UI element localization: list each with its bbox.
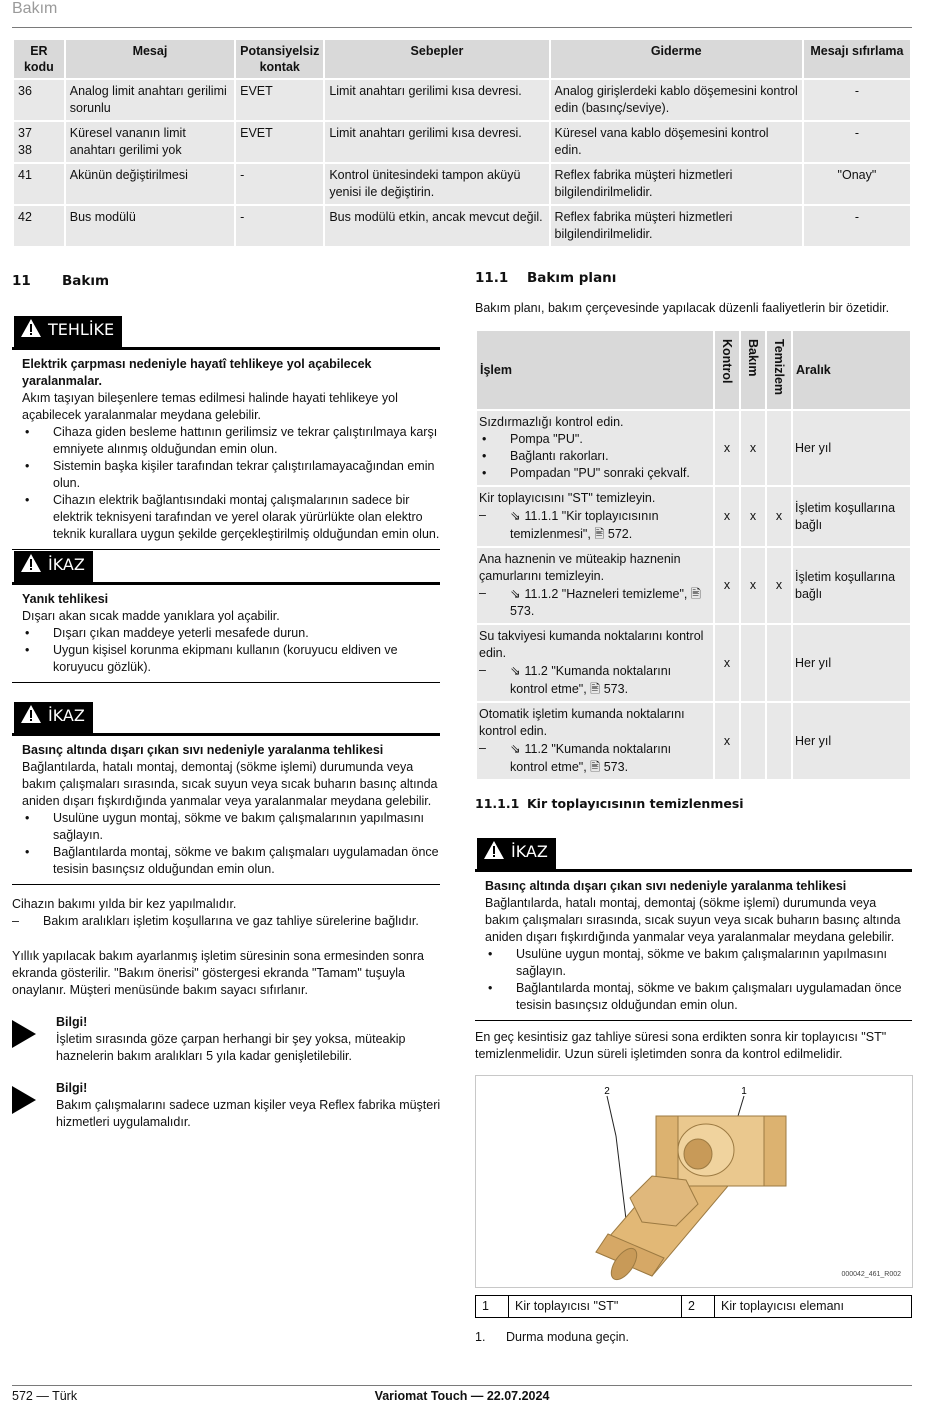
- caution-badge: [14, 551, 93, 582]
- warning-bottom-rule: [12, 682, 440, 683]
- step-number: 1.: [475, 1330, 486, 1344]
- section-11-heading: [12, 273, 109, 289]
- cell-contact: -: [236, 206, 323, 246]
- danger-warning: [12, 316, 440, 550]
- list-item: • Bağlantılarda montaj, sökme ve bakım çalışmaları uygulamadan önce tesisin basınçsız olduğundan emin olun.: [485, 980, 912, 1014]
- section-title: Bakım: [62, 273, 110, 289]
- caution-badge: [477, 838, 556, 869]
- warning-top-rule: [12, 733, 440, 736]
- cell-cause: Bus modülü etkin, ancak mevcut değil.: [325, 206, 548, 246]
- list-item[interactable]: [479, 740, 711, 776]
- cell-remedy: Analog girişlerdeki kablo döşemesini kontrol edin (basınç/seviye).: [551, 80, 802, 120]
- page-icon: 🖹: [590, 759, 601, 774]
- table-row: [14, 80, 910, 120]
- header-cleaning: [767, 331, 791, 409]
- header-control-label: Kontrol: [720, 339, 734, 384]
- dash-list: [12, 913, 452, 930]
- cell-reset: "Onay": [804, 164, 910, 204]
- figure-label-2: 2: [604, 1086, 610, 1097]
- cell-cleaning: x: [767, 487, 791, 546]
- cell-remedy: Küresel vana kablo döşemesini kontrol edin.: [551, 122, 802, 162]
- cell-control: x: [715, 411, 739, 485]
- table-row: [14, 122, 910, 162]
- header-divider: [12, 27, 912, 28]
- footer-document: Variomat Touch — 22.07.2024: [374, 1389, 550, 1403]
- cell-interval: İşletim koşullarına bağlı: [793, 548, 910, 623]
- cell-maintenance: [741, 625, 765, 701]
- warning-title: Yanık tehlikesi: [22, 592, 109, 606]
- warning-triangle-icon: [20, 704, 42, 731]
- cell-control: x: [715, 625, 739, 701]
- cell-cause: Limit anahtarı gerilimi kısa devresi.: [325, 80, 548, 120]
- pressure-warning: [12, 702, 440, 885]
- figure-label-1: 1: [741, 1086, 747, 1097]
- warning-title: Basınç altında dışarı çıkan sıvı nedeniyle yaralanma tehlikesi: [22, 743, 384, 757]
- section-intro: Bakım planı, bakım çerçevesinde yapılacak düzenli faaliyetlerin bir özetidir.: [475, 301, 890, 315]
- list-item: – Bakım aralıkları işletim koşullarına ve gaz tahliye sürelerine bağlıdır.: [12, 913, 452, 930]
- ref-page: 573.: [603, 682, 629, 696]
- cell-message: Akünün değiştirilmesi: [66, 164, 234, 204]
- cell-task: [477, 548, 713, 623]
- task-bullets: [479, 431, 711, 482]
- step-1: [475, 1329, 912, 1346]
- cell-code: 37 38: [14, 122, 64, 162]
- table-row: [14, 206, 910, 246]
- cell-maintenance: x: [741, 411, 765, 485]
- legend-num: 2: [682, 1296, 715, 1318]
- table-row: [476, 1296, 912, 1318]
- warning-text: Bağlantılarda, hatalı montaj, demontaj (sökme işlemi) durumunda veya bakım çalışmaları sırasında, sıcak suyun veya sıcak buharın basınç altında aniden dışarı fışkırdığında yanmalar veya yaralanmalar meydana gelebilir.: [485, 896, 901, 944]
- header-er-code: ER kodu: [14, 40, 64, 78]
- section-title: Kir toplayıcısının temizlenmesi: [527, 796, 744, 811]
- cell-reset: -: [804, 80, 910, 120]
- page-icon: 🖹: [690, 586, 701, 601]
- header-task: İşlem: [477, 331, 713, 409]
- paragraph: Cihazın bakımı yılda bir kez yapılmalıdır.: [12, 897, 237, 911]
- cell-task: [477, 411, 713, 485]
- cell-control: x: [715, 487, 739, 546]
- cell-remedy: Reflex fabrika müşteri hizmetleri bilgilendirilmelidir.: [551, 206, 802, 246]
- cell-control: x: [715, 548, 739, 623]
- cell-task: [477, 625, 713, 701]
- warning-top-rule: [12, 347, 440, 350]
- error-table-header: [14, 40, 910, 78]
- list-item[interactable]: [479, 662, 711, 698]
- cell-maintenance: [741, 703, 765, 779]
- burn-warning: [12, 551, 440, 683]
- cell-cleaning: [767, 625, 791, 701]
- table-row: [477, 548, 910, 623]
- plan-table-header: [477, 331, 910, 409]
- list-item: • Usulüne uygun montaj, sökme ve bakım çalışmalarının yapılmasını sağlayın.: [485, 946, 912, 980]
- warning-text: Akım taşıyan bileşenlere temas edilmesi halinde hayati tehlikeye yol açabilecek yaralanmalar meydana gelebilir.: [22, 391, 398, 422]
- footer-divider: [12, 1385, 912, 1386]
- paragraph: Yıllık yapılacak bakım ayarlanmış işletim süresinin sona ermesinden sonra ekranda gösterilir. "Bakım önerisi" göstergesi ekranda "Tamam" tuşuyla onaylanır. Müşteri menüsünde bakım sayacı sıfırlanır.: [12, 949, 424, 997]
- cell-interval: Her yıl: [793, 411, 910, 485]
- cell-code: 42: [14, 206, 64, 246]
- cell-control: x: [715, 703, 739, 779]
- info-box-2: [12, 1080, 452, 1131]
- section-number: 11: [12, 273, 31, 289]
- warning-text: Dışarı akan sıcak madde yanıklara yol açabilir.: [22, 609, 280, 623]
- warning-bullets: [485, 946, 912, 1014]
- cleaning-text: En geç kesintisiz gaz tahliye süresi sona erdikten sonra kir toplayıcısı "ST" temizlenmelidir. Uzun süreli işletimden sonra da kontrol edilmelidir.: [475, 1030, 887, 1061]
- task-text: Ana haznenin ve müteakip haznenin çamurlarını temizleyin.: [479, 552, 681, 583]
- list-item: • Bağlantı rakorları.: [479, 448, 711, 465]
- warning-bottom-rule: [12, 549, 440, 550]
- link-arrow-icon: ⇘: [510, 586, 521, 601]
- header-maintenance: [741, 331, 765, 409]
- task-text: Sızdırmazlığı kontrol edin.: [479, 415, 624, 429]
- header-remedy: Giderme: [551, 40, 802, 78]
- footer-page: 572 — Türk: [12, 1389, 78, 1403]
- ref-page: 573.: [510, 604, 535, 618]
- maintenance-plan-table: [475, 329, 912, 781]
- header-reset: Mesajı sıfırlama: [804, 40, 910, 78]
- warning-bullets: [22, 810, 440, 878]
- list-item: • Bağlantılarda montaj, sökme ve bakım çalışmaları uygulamadan önce tesisin basınçsız olduğundan emin olun.: [22, 844, 440, 878]
- section-11-1-heading: [475, 270, 616, 286]
- section-11-1-1-heading: [475, 796, 744, 811]
- cell-maintenance: x: [741, 487, 765, 546]
- ref-text: 11.2 "Kumanda noktalarını kontrol etme",: [510, 742, 672, 774]
- list-item: • Dışarı çıkan maddeye yeterli mesafede durun.: [22, 625, 440, 642]
- header-interval: Aralık: [793, 331, 910, 409]
- section-title: Bakım planı: [527, 270, 617, 286]
- list-item: • Sistemin başka kişiler tarafından tekrar çalıştırılamayacağından emin olun.: [22, 458, 440, 492]
- warning-bottom-rule: [475, 1020, 912, 1021]
- cell-interval: Her yıl: [793, 703, 910, 779]
- cell-cause: Kontrol ünitesindeki tampon aküyü yenisi ile değiştirin.: [325, 164, 548, 204]
- list-item[interactable]: [479, 507, 711, 543]
- header-contact: Potansiyelsiz kontak: [236, 40, 323, 78]
- page-icon: 🖹: [594, 526, 605, 541]
- pressure-warning-2: [475, 838, 912, 1021]
- link-arrow-icon: ⇘: [510, 663, 521, 678]
- cell-contact: EVET: [236, 80, 323, 120]
- cell-code: 36: [14, 80, 64, 120]
- caution-label: İKAZ: [48, 555, 85, 574]
- info-label: Bilgi!: [56, 1015, 88, 1029]
- page-icon: 🖹: [590, 681, 601, 696]
- table-row: [477, 411, 910, 485]
- danger-badge: [14, 316, 122, 347]
- cell-cleaning: [767, 411, 791, 485]
- warning-title: Elektrik çarpması nedeniyle hayatî tehlikeye yol açabilecek yaralanmalar.: [22, 357, 372, 388]
- warning-triangle-icon: [20, 318, 42, 345]
- cell-contact: -: [236, 164, 323, 204]
- danger-label: TEHLİKE: [48, 320, 115, 339]
- info-box-1: [12, 1014, 452, 1065]
- warning-bullets: [22, 625, 440, 676]
- figure-legend: [475, 1295, 912, 1318]
- cell-message: Analog limit anahtarı gerilimi sorunlu: [66, 80, 234, 120]
- play-arrow-icon: [12, 1086, 36, 1114]
- caution-label: İKAZ: [511, 842, 548, 861]
- list-item: • Cihaza giden besleme hattının gerilimsiz ve tekrar çalıştırılmaya karşı emniyete alınmış olduğundan emin olun.: [22, 424, 440, 458]
- ref-page: 572.: [607, 527, 633, 541]
- ref-page: 573.: [603, 760, 629, 774]
- cell-interval: İşletim koşullarına bağlı: [793, 487, 910, 546]
- warning-top-rule: [12, 582, 440, 585]
- error-table: [12, 38, 912, 248]
- ref-text: 11.1.1 "Kir toplayıcısının temizlenmesi",: [510, 509, 659, 541]
- cell-cleaning: [767, 703, 791, 779]
- task-refs: [479, 585, 711, 620]
- task-refs: [479, 507, 711, 543]
- task-text: Kir toplayıcısını "ST" temizleyin.: [479, 491, 656, 505]
- legend-text: Kir toplayıcısı elemanı: [715, 1296, 912, 1318]
- list-item[interactable]: [479, 585, 711, 620]
- task-refs: [479, 662, 711, 698]
- section-number: 11.1.1: [475, 796, 520, 811]
- warning-top-rule: [475, 869, 912, 872]
- strainer-illustration: [476, 1076, 912, 1287]
- header-control: [715, 331, 739, 409]
- strainer-figure: [475, 1075, 913, 1288]
- link-arrow-icon: ⇘: [510, 741, 521, 756]
- section-number: 11.1: [475, 270, 509, 286]
- warning-text: Bağlantılarda, hatalı montaj, demontaj (sökme işlemi) durumunda veya bakım çalışmaları sırasında, sıcak suyun veya sıcak buharın basınç altında aniden dışarı fışkırdığında yanmalar veya yaralanmalar meydana gelebilir.: [22, 760, 438, 808]
- cell-cause: Limit anahtarı gerilimi kısa devresi.: [325, 122, 548, 162]
- cell-reset: -: [804, 206, 910, 246]
- cell-maintenance: x: [741, 548, 765, 623]
- cell-task: [477, 487, 713, 546]
- link-arrow-icon: ⇘: [510, 508, 521, 523]
- header-cleaning-label: Temizlem: [772, 339, 786, 396]
- list-item: • Pompadan "PU" sonraki çekvalf.: [479, 465, 711, 482]
- page-header-title: Bakım: [12, 0, 58, 17]
- ref-text: 11.2 "Kumanda noktalarını kontrol etme",: [510, 664, 672, 696]
- task-refs: [479, 740, 711, 776]
- step-text: Durma moduna geçin.: [506, 1330, 629, 1344]
- caution-label: İKAZ: [48, 706, 85, 725]
- figure-code: 000042_461_R002: [841, 1271, 901, 1278]
- play-arrow-icon: [12, 1020, 36, 1048]
- task-text: Su takviyesi kumanda noktalarını kontrol edin.: [479, 629, 704, 660]
- cell-reset: -: [804, 122, 910, 162]
- table-row: [477, 625, 910, 701]
- table-row: [477, 487, 910, 546]
- list-item: • Cihazın elektrik bağlantısındaki montaj çalışmalarının sadece bir elektrik teknisyeni tarafından ve yerel olarak yürürlükte olan elektro teknik kurallara uygun şekilde gerçekleştirilmiş olduğundan emin olun.: [22, 492, 440, 543]
- header-message: Mesaj: [66, 40, 234, 78]
- ref-text: 11.1.2 "Hazneleri temizleme",: [524, 587, 691, 601]
- table-row: [14, 164, 910, 204]
- list-item: • Usulüne uygun montaj, sökme ve bakım çalışmalarının yapılmasını sağlayın.: [22, 810, 440, 844]
- info-text: Bakım çalışmalarını sadece uzman kişiler veya Reflex fabrika müşteri hizmetleri uygulamalıdır.: [56, 1098, 441, 1129]
- info-label: Bilgi!: [56, 1081, 88, 1095]
- table-row: [477, 703, 910, 779]
- warning-triangle-icon: [20, 553, 42, 580]
- legend-num: 1: [476, 1296, 509, 1318]
- task-text: Otomatik işletim kumanda noktalarını kontrol edin.: [479, 707, 685, 738]
- warning-bullets: [22, 424, 440, 543]
- cell-message: Bus modülü: [66, 206, 234, 246]
- cell-code: 41: [14, 164, 64, 204]
- warning-bottom-rule: [12, 884, 440, 885]
- info-text: İşletim sırasında göze çarpan herhangi bir şey yoksa, müteakip haznelerin bakım aralıkları 5 yıla kadar genişletilebilir.: [56, 1032, 406, 1063]
- legend-text: Kir toplayıcısı "ST": [509, 1296, 682, 1318]
- cell-contact: EVET: [236, 122, 323, 162]
- warning-triangle-icon: [483, 840, 505, 867]
- cell-remedy: Reflex fabrika müşteri hizmetleri bilgilendirilmelidir.: [551, 164, 802, 204]
- caution-badge: [14, 702, 93, 733]
- maintenance-body: [12, 896, 452, 999]
- header-causes: Sebepler: [325, 40, 548, 78]
- cell-cleaning: x: [767, 548, 791, 623]
- header-maintenance-label: Bakım: [746, 339, 760, 377]
- warning-title: Basınç altında dışarı çıkan sıvı nedeniyle yaralanma tehlikesi: [485, 879, 847, 893]
- list-item: • Pompa "PU".: [479, 431, 711, 448]
- cell-interval: Her yıl: [793, 625, 910, 701]
- cell-message: Küresel vananın limit anahtarı gerilimi yok: [66, 122, 234, 162]
- cell-task: [477, 703, 713, 779]
- list-item: • Uygun kişisel korunma ekipmanı kullanın (koruyucu eldiven ve koruyucu gözlük).: [22, 642, 440, 676]
